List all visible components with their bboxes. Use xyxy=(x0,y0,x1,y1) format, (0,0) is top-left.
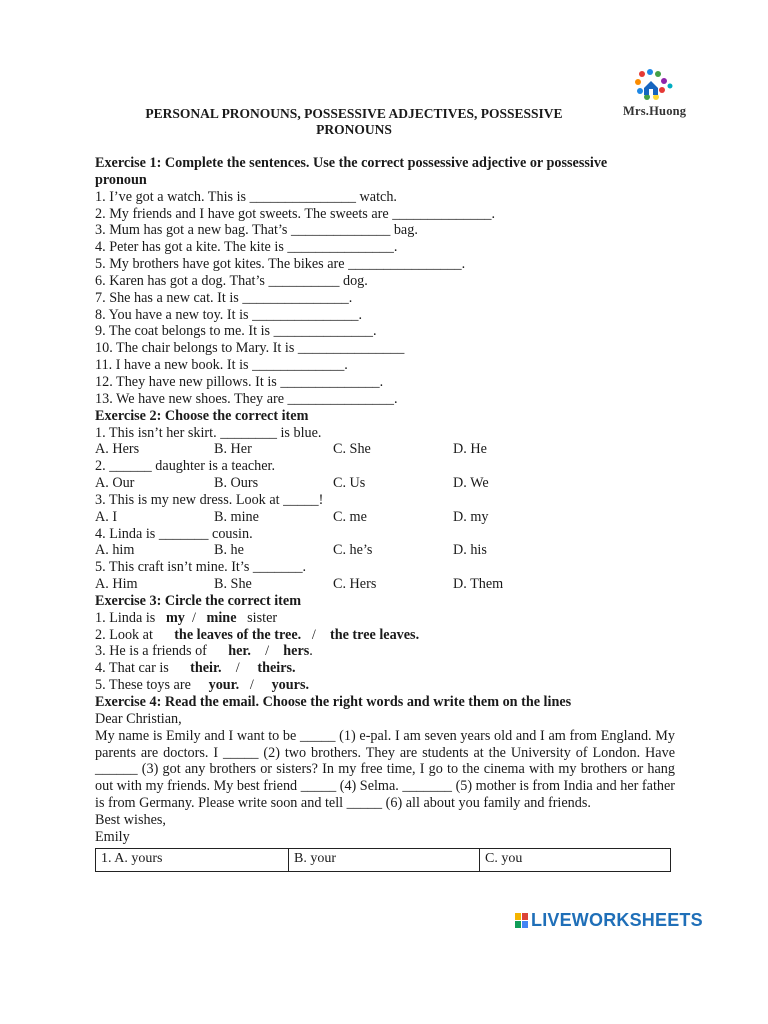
email-signature: Emily xyxy=(95,828,130,845)
option-d: D. my xyxy=(453,508,489,525)
ex3-item: 5. These toys are your. / yours. xyxy=(95,677,310,694)
ex3-item: 1. Linda is my / mine sister xyxy=(95,609,278,626)
option-a: A. Our xyxy=(95,475,135,492)
option-b: B. he xyxy=(214,542,244,559)
logo-text: Mrs.Huong xyxy=(623,104,687,118)
ex3-prefix: 3. He is a friends of xyxy=(95,643,207,660)
option-d: D. He xyxy=(453,441,487,458)
ex3-choice-1: the leaves of the tree. xyxy=(174,626,302,643)
ex3-item: 2. Look at the leaves of the tree. / the tree leaves. xyxy=(95,626,420,643)
ex3-suffix: . xyxy=(309,643,313,660)
logo-icon xyxy=(622,66,702,106)
ex3-choice-2: mine xyxy=(206,609,237,626)
ex1-item: 12. They have new pillows. It is ______________. xyxy=(95,373,384,390)
option-b: B. mine xyxy=(214,508,259,525)
ex1-item: 10. The chair belongs to Mary. It is _______________ xyxy=(95,340,405,357)
ex1-item: 2. My friends and I have got sweets. The sweets are ______________. xyxy=(95,205,496,222)
ex3-prefix: 2. Look at xyxy=(95,626,153,643)
ex3-choice-2: theirs. xyxy=(257,660,296,677)
ex1-item: 5. My brothers have got kites. The bikes are ________________. xyxy=(95,256,466,273)
ex3-item: 3. He is a friends of her. / hers. xyxy=(95,643,313,660)
table-cell: 1. A. yours xyxy=(96,848,289,871)
answer-table xyxy=(95,848,671,872)
option-b: B. She xyxy=(214,576,252,593)
option-b: B. Ours xyxy=(214,475,259,492)
ex2-question: 3. This is my new dress. Look at _____! xyxy=(95,491,324,508)
option-d: D. We xyxy=(453,475,489,492)
table-cell: B. your xyxy=(289,848,480,871)
ex3-prefix: 1. Linda is xyxy=(95,609,156,626)
option-c: C. She xyxy=(333,441,371,458)
ex3-choice-1: your. xyxy=(208,677,240,694)
ex3-item: 4. That car is their. / theirs. xyxy=(95,660,296,677)
ex3-prefix: 4. That car is xyxy=(95,660,169,677)
ex3-suffix: sister xyxy=(247,609,278,626)
ex3-choice-1: their. xyxy=(190,660,222,677)
ex3-choice-2: hers xyxy=(283,643,310,660)
ex3-choice-2: yours. xyxy=(271,677,310,694)
ex2-options xyxy=(95,475,685,492)
ex2-options xyxy=(95,542,685,559)
ex2-options xyxy=(95,509,685,526)
title-line-1: PERSONAL PRONOUNS, POSSESSIVE ADJECTIVES, POSSESSIVE xyxy=(145,106,563,121)
ex2-question: 5. This craft isn’t mine. It’s _______. xyxy=(95,559,307,576)
ex3-choice-2: the tree leaves. xyxy=(329,626,420,643)
table-row xyxy=(96,848,671,871)
email-greeting: Dear Christian, xyxy=(95,710,182,727)
email-closing: Best wishes, xyxy=(95,811,166,828)
option-a: A. Him xyxy=(95,576,138,593)
ex2-options xyxy=(95,441,685,458)
ex1-item: 8. You have a new toy. It is _______________. xyxy=(95,306,363,323)
exercise-2-title: Exercise 2: Choose the correct item xyxy=(95,407,309,424)
option-c: C. Us xyxy=(333,475,366,492)
ex2-options xyxy=(95,576,685,593)
option-c: C. me xyxy=(333,508,367,525)
logo xyxy=(622,66,702,122)
ex1-item: 11. I have a new book. It is _____________. xyxy=(95,357,348,374)
option-d: D. his xyxy=(453,542,487,559)
exercise-4-title: Exercise 4: Read the email. Choose the right words and write them on the lines xyxy=(95,694,572,710)
ex3-prefix: 5. These toys are xyxy=(95,677,191,694)
ex2-question: 2. ______ daughter is a teacher. xyxy=(95,458,276,475)
option-c: C. he’s xyxy=(333,542,373,559)
ex1-item: 4. Peter has got a kite. The kite is _______________. xyxy=(95,239,398,256)
title-line-2: PRONOUNS xyxy=(316,122,392,137)
option-a: A. Hers xyxy=(95,441,140,458)
ex1-item: 7. She has a new cat. It is _______________. xyxy=(95,289,353,306)
liveworksheets-logo xyxy=(515,910,703,932)
option-a: A. I xyxy=(95,508,118,525)
ex1-item: 3. Mum has got a new bag. That’s ______________ bag. xyxy=(95,222,418,239)
ex1-item: 9. The coat belongs to me. It is ______________. xyxy=(95,323,377,340)
ex3-choice-1: my xyxy=(165,609,185,626)
page-title xyxy=(104,106,604,138)
ex1-item: 6. Karen has got a dog. That’s __________ dog. xyxy=(95,272,368,289)
ex1-item: 1. I’ve got a watch. This is _______________ watch. xyxy=(95,188,397,205)
worksheet-content xyxy=(95,155,685,872)
option-d: D. Them xyxy=(453,576,504,593)
exercise-3-title: Exercise 3: Circle the correct item xyxy=(95,592,302,609)
exercise-1-title-cont: pronoun xyxy=(95,171,147,188)
option-a: A. him xyxy=(95,542,135,559)
ex3-choice-1: her. xyxy=(228,643,251,660)
email-body: My name is Emily and I want to be _____ (1) e-pal. I am seven years old and I am from England. My parents are doctors. I _____ (2) two brothers. They are students at the University of London. Have ______ (3) got any brothers or sisters? In my free time, I go to the cinema with my brothers or hang out with my friends. My best friend _____ (4) Selma. _______ (5) mother is from India and her father is from Germany. Please write soon and tell _____ (6) all about you family and friends. xyxy=(95,727,675,812)
ex2-question: 1. This isn’t her skirt. ________ is blue. xyxy=(95,424,322,441)
liveworksheets-icon xyxy=(515,913,529,929)
table-cell: C. you xyxy=(480,848,671,871)
option-c: C. Hers xyxy=(333,576,377,593)
ex2-question: 4. Linda is _______ cousin. xyxy=(95,525,253,542)
ex1-item: 13. We have new shoes. They are _______________. xyxy=(95,390,398,407)
exercise-1-title: Exercise 1: Complete the sentences. Use the correct possessive adjective or possessive xyxy=(95,155,608,171)
liveworksheets-text: LIVEWORKSHEETS xyxy=(531,910,703,930)
option-b: B. Her xyxy=(214,441,252,458)
